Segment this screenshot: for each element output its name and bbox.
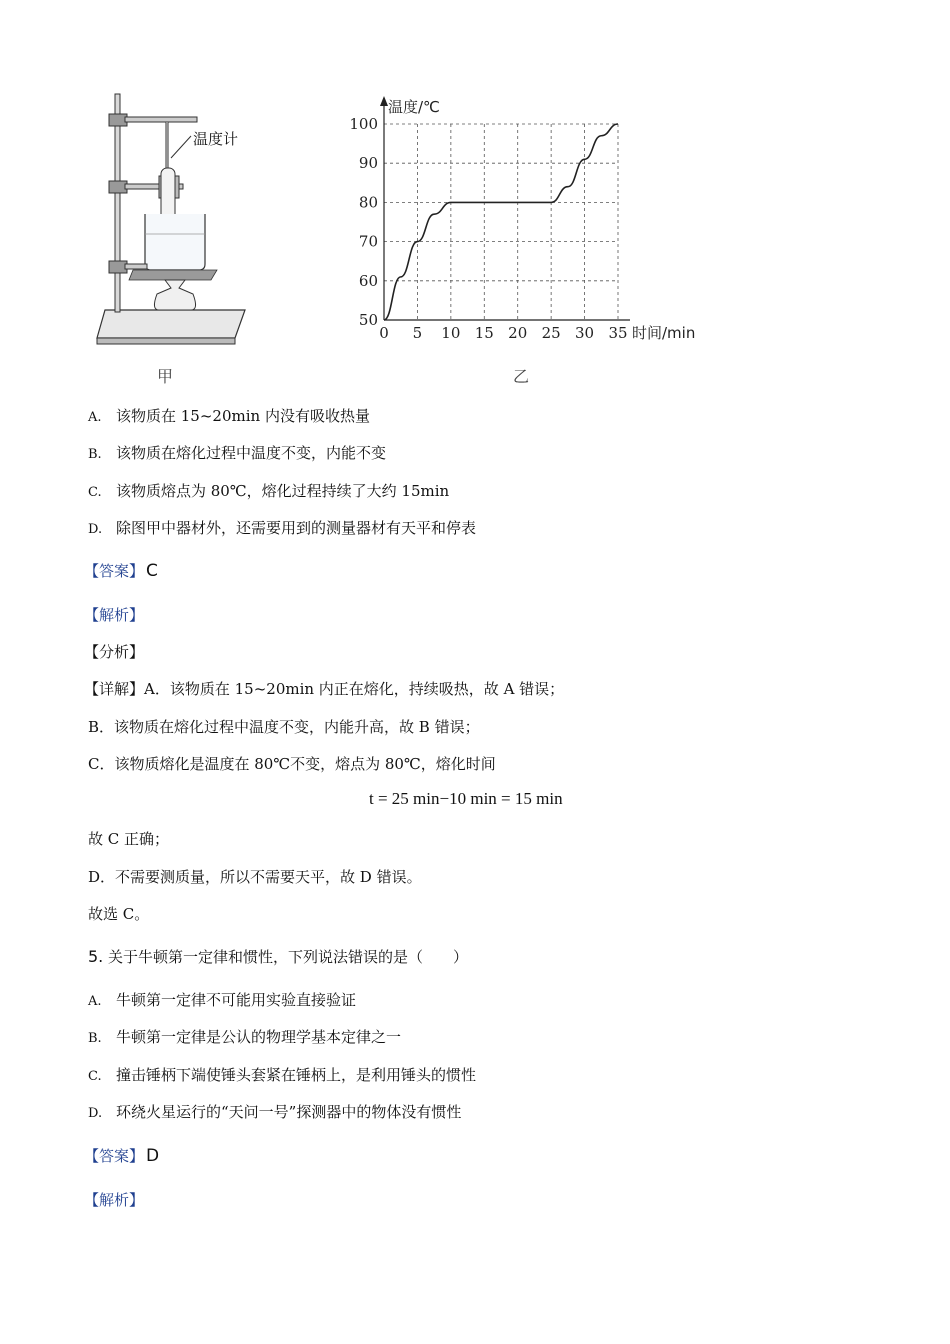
q5-analysis-label: 【解析】 [84, 1191, 145, 1209]
option-text: 该物质熔点为 80℃，熔化过程持续了大约 15min [116, 482, 450, 500]
temperature-curve [384, 124, 618, 320]
answer-label: 【答案】 [84, 562, 145, 580]
q5-option-d [88, 1101, 461, 1122]
q4-conclusion: 故选 C。 [88, 905, 150, 923]
detail-text: A．该物质在 15~20min 内正在熔化，持续吸热，故 A 错误； [144, 680, 565, 698]
y-tick-label: 90 [358, 154, 378, 173]
option-letter: A. [88, 410, 102, 425]
x-tick-label: 30 [575, 324, 595, 342]
option-letter: B. [88, 1031, 102, 1046]
q5-stem [88, 946, 468, 967]
q5-option-a [88, 989, 356, 1010]
figure-yi [340, 88, 730, 388]
y-axis-arrow [380, 96, 388, 106]
x-tick-label: 5 [412, 324, 423, 342]
y-tick-label: 70 [358, 232, 378, 251]
q4-detail-d: D．不需要测质量，所以不需要天平，故 D 错误。 [88, 868, 422, 886]
q4-detail-c2: 故 C 正确； [88, 830, 170, 848]
x-tick-label: 35 [608, 324, 628, 342]
y-tick-label: 80 [358, 193, 378, 212]
apparatus-drawing [95, 88, 265, 358]
x-tick-label: 15 [474, 324, 494, 342]
option-letter: A. [88, 994, 102, 1009]
q4-option-a [88, 405, 370, 426]
answer-value: D [146, 1146, 160, 1166]
q4-option-d [88, 517, 476, 538]
q4-detail-b: B．该物质在熔化过程中温度不变，内能升高，故 B 错误； [88, 718, 480, 736]
option-text: 撞击锤柄下端使锤头套紧在锤柄上，是利用锤头的惯性 [116, 1066, 477, 1084]
q4-fenxi-label: 【分析】 [84, 643, 145, 661]
figure-jia [95, 88, 265, 388]
q4-analysis-label: 【解析】 [84, 606, 145, 624]
option-text: 牛顿第一定律是公认的物理学基本定律之一 [116, 1028, 402, 1046]
question-number: 5. [88, 947, 104, 966]
y-tick-label: 100 [349, 115, 378, 133]
x-tick-label: 10 [441, 324, 461, 342]
x-tick-label: 0 [379, 324, 389, 342]
q5-option-b [88, 1026, 401, 1047]
temperature-time-chart [340, 88, 730, 358]
detail-label: 【详解】 [84, 680, 145, 698]
q4-option-b [88, 442, 386, 463]
option-text: 环绕火星运行的“天问一号”探测器中的物体没有惯性 [116, 1103, 462, 1121]
option-letter: D. [88, 522, 103, 537]
option-letter: B. [88, 447, 102, 462]
thermometer-label: 温度计 [193, 130, 239, 148]
answer-value: C [146, 561, 158, 581]
option-letter: D. [88, 1106, 103, 1121]
option-text: 该物质在 15~20min 内没有吸收热量 [116, 407, 370, 425]
x-tick-label: 20 [508, 324, 528, 342]
y-axis-label: 温度/℃ [388, 98, 440, 116]
option-letter: C. [88, 1069, 102, 1084]
q5-option-c [88, 1064, 476, 1085]
q4-detail-c: C．该物质熔化是温度在 80℃不变，熔点为 80℃，熔化时间 [88, 755, 496, 773]
x-tick-label: 25 [541, 324, 561, 342]
answer-label: 【答案】 [84, 1147, 145, 1165]
option-letter: C. [88, 485, 102, 500]
q5-answer [84, 1145, 159, 1166]
figure-yi-caption: 乙 [513, 367, 530, 386]
q4-answer [84, 560, 158, 581]
y-tick-label: 50 [358, 311, 378, 329]
y-tick-label: 60 [358, 271, 378, 290]
option-text: 除图甲中器材外，还需要用到的测量器材有天平和停表 [116, 519, 477, 537]
figure-jia-caption: 甲 [157, 367, 174, 386]
option-text: 牛顿第一定律不可能用实验直接验证 [116, 991, 357, 1009]
question-stem: 关于牛顿第一定律和惯性，下列说法错误的是（ ） [108, 948, 469, 966]
q4-detail-a [84, 678, 564, 699]
option-text: 该物质在熔化过程中温度不变，内能不变 [116, 444, 387, 462]
q4-option-c [88, 480, 449, 501]
q4-formula: t = 25 min−10 min = 15 min [369, 789, 563, 808]
x-axis-label: 时间/min [632, 324, 696, 342]
